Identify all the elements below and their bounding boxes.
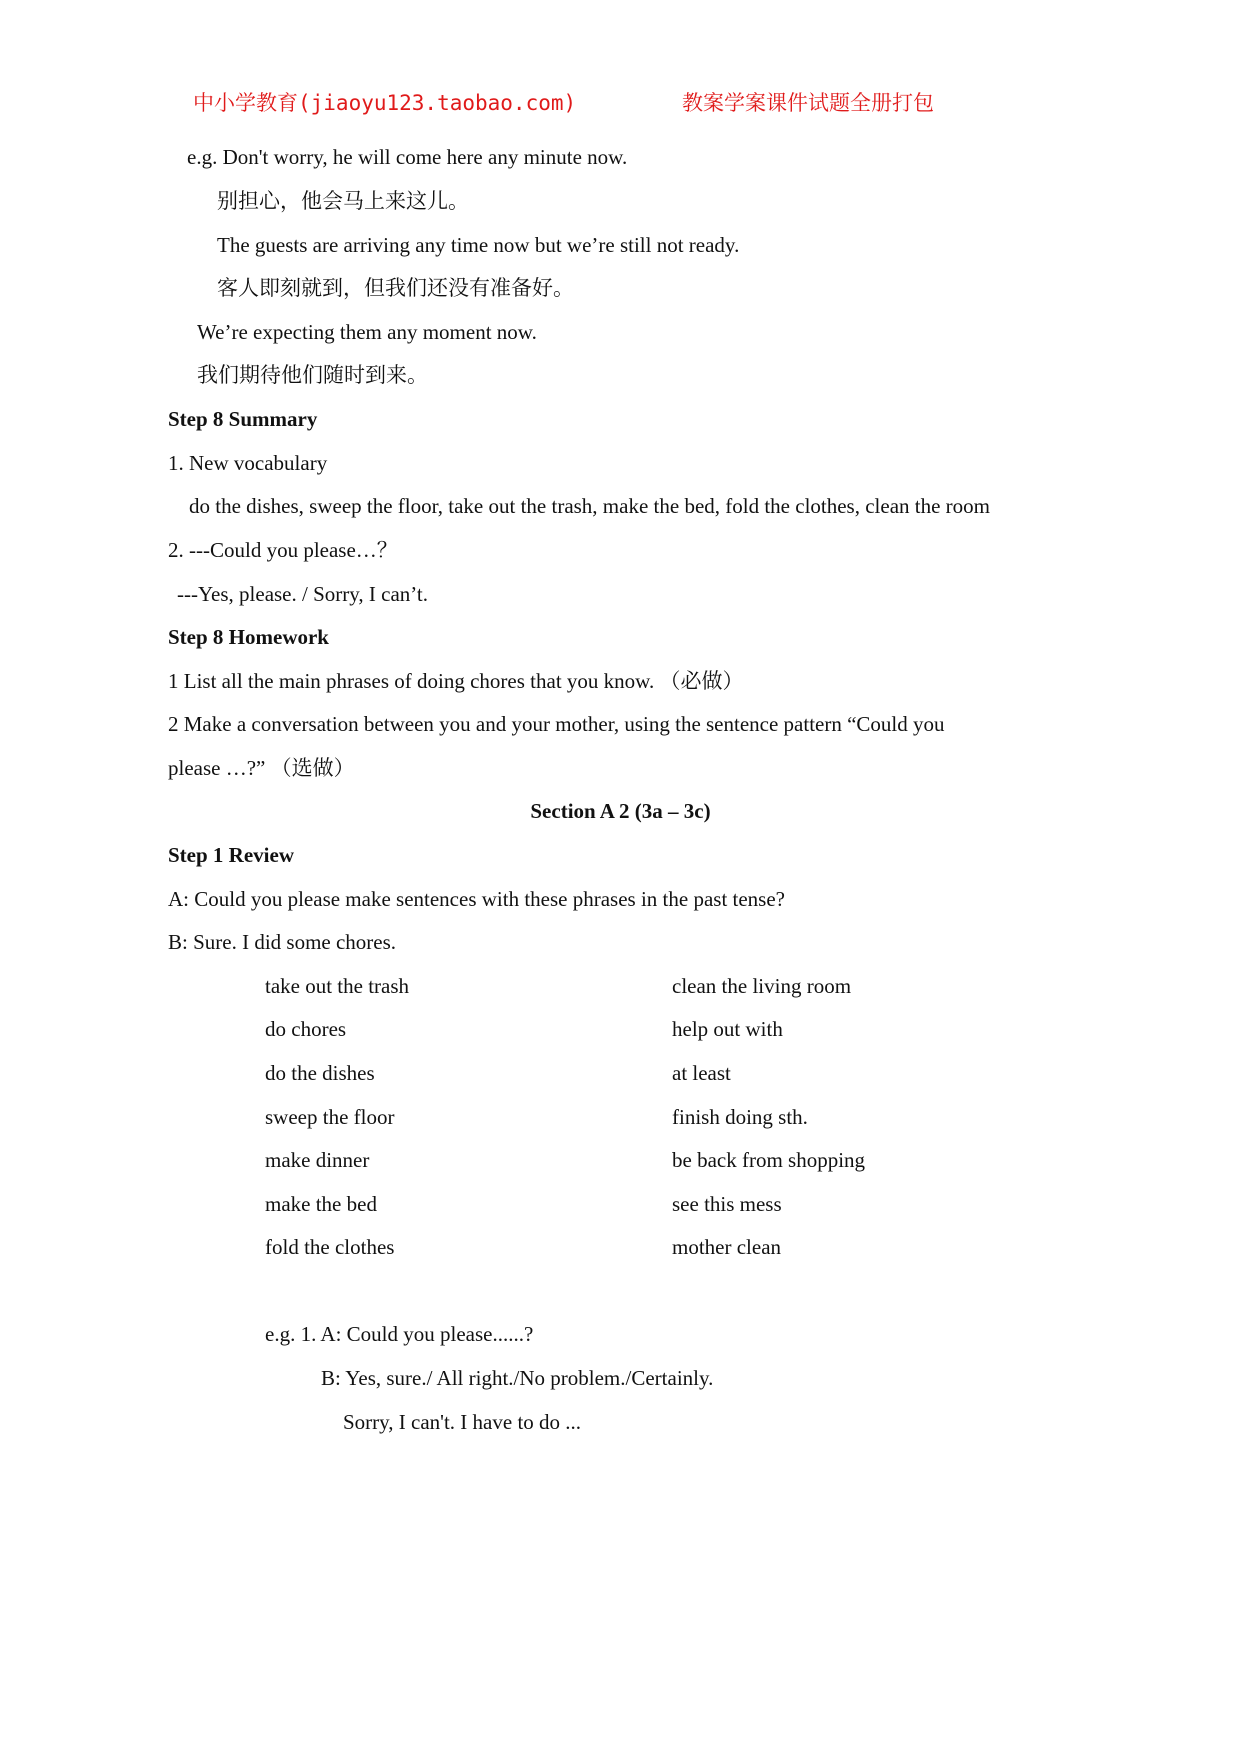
phrase-left-4: sweep the floor — [265, 1105, 395, 1129]
phrase-left-3: do the dishes — [265, 1061, 375, 1085]
header-left-text: 中小学教育(jiaoyu123.taobao.com) — [193, 91, 577, 115]
summary-item-2: 2. ---Could you please…？ — [168, 538, 398, 562]
summary-reply: ---Yes, please. / Sorry, I can’t. — [177, 582, 428, 606]
phrase-right-4: finish doing sth. — [672, 1105, 808, 1129]
example-zh-1: 别担心，他会马上来这儿。 — [217, 189, 469, 213]
dialog-question: e.g. 1. A: Could you please......? — [265, 1322, 534, 1346]
phrase-right-7: mother clean — [672, 1235, 782, 1259]
review-line-a: A: Could you please make sentences with these phrases in the past tense? — [168, 887, 785, 911]
review-line-b: B: Sure. I did some chores. — [168, 930, 397, 954]
example-en-3: We’re expecting them any moment now. — [197, 320, 537, 344]
phrase-left-2: do chores — [265, 1017, 347, 1041]
header-right-text: 教案学案课件试题全册打包 — [682, 91, 934, 115]
phrase-right-1: clean the living room — [672, 974, 852, 998]
review-heading: Step 1 Review — [168, 843, 294, 867]
dialog-negative-reply: Sorry, I can't. I have to do ... — [343, 1410, 582, 1434]
example-en-1: e.g. Don't worry, he will come here any minute now. — [187, 145, 628, 169]
summary-item-1: 1. New vocabulary — [168, 451, 328, 475]
summary-heading: Step 8 Summary — [168, 407, 318, 431]
example-zh-3: 我们期待他们随时到来。 — [197, 363, 428, 387]
phrase-left-7: fold the clothes — [265, 1235, 395, 1259]
example-en-2: The guests are arriving any time now but we’re still not ready. — [217, 233, 740, 257]
phrase-left-6: make the bed — [265, 1192, 377, 1216]
homework-item-2-line-1: 2 Make a conversation between you and your mother, using the sentence pattern “Could you — [168, 712, 945, 736]
section-title: Section A 2 (3a – 3c) — [530, 799, 711, 823]
dialog-positive-reply: B: Yes, sure./ All right./No problem./Certainly. — [321, 1366, 714, 1390]
phrase-right-5: be back from shopping — [672, 1148, 866, 1172]
phrase-right-2: help out with — [672, 1017, 783, 1041]
phrase-right-6: see this mess — [672, 1192, 782, 1216]
homework-heading: Step 8 Homework — [168, 625, 329, 649]
phrase-right-3: at least — [672, 1061, 731, 1085]
phrase-left-5: make dinner — [265, 1148, 370, 1172]
homework-item-2-line-2: please …?” （选做） — [168, 756, 355, 780]
homework-item-1: 1 List all the main phrases of doing chores that you know. （必做） — [168, 669, 744, 693]
phrase-left-1: take out the trash — [265, 974, 410, 998]
summary-vocabulary: do the dishes, sweep the floor, take out the trash, make the bed, fold the clothes, clean the room — [189, 494, 991, 518]
example-zh-2: 客人即刻就到，但我们还没有准备好。 — [217, 276, 574, 300]
